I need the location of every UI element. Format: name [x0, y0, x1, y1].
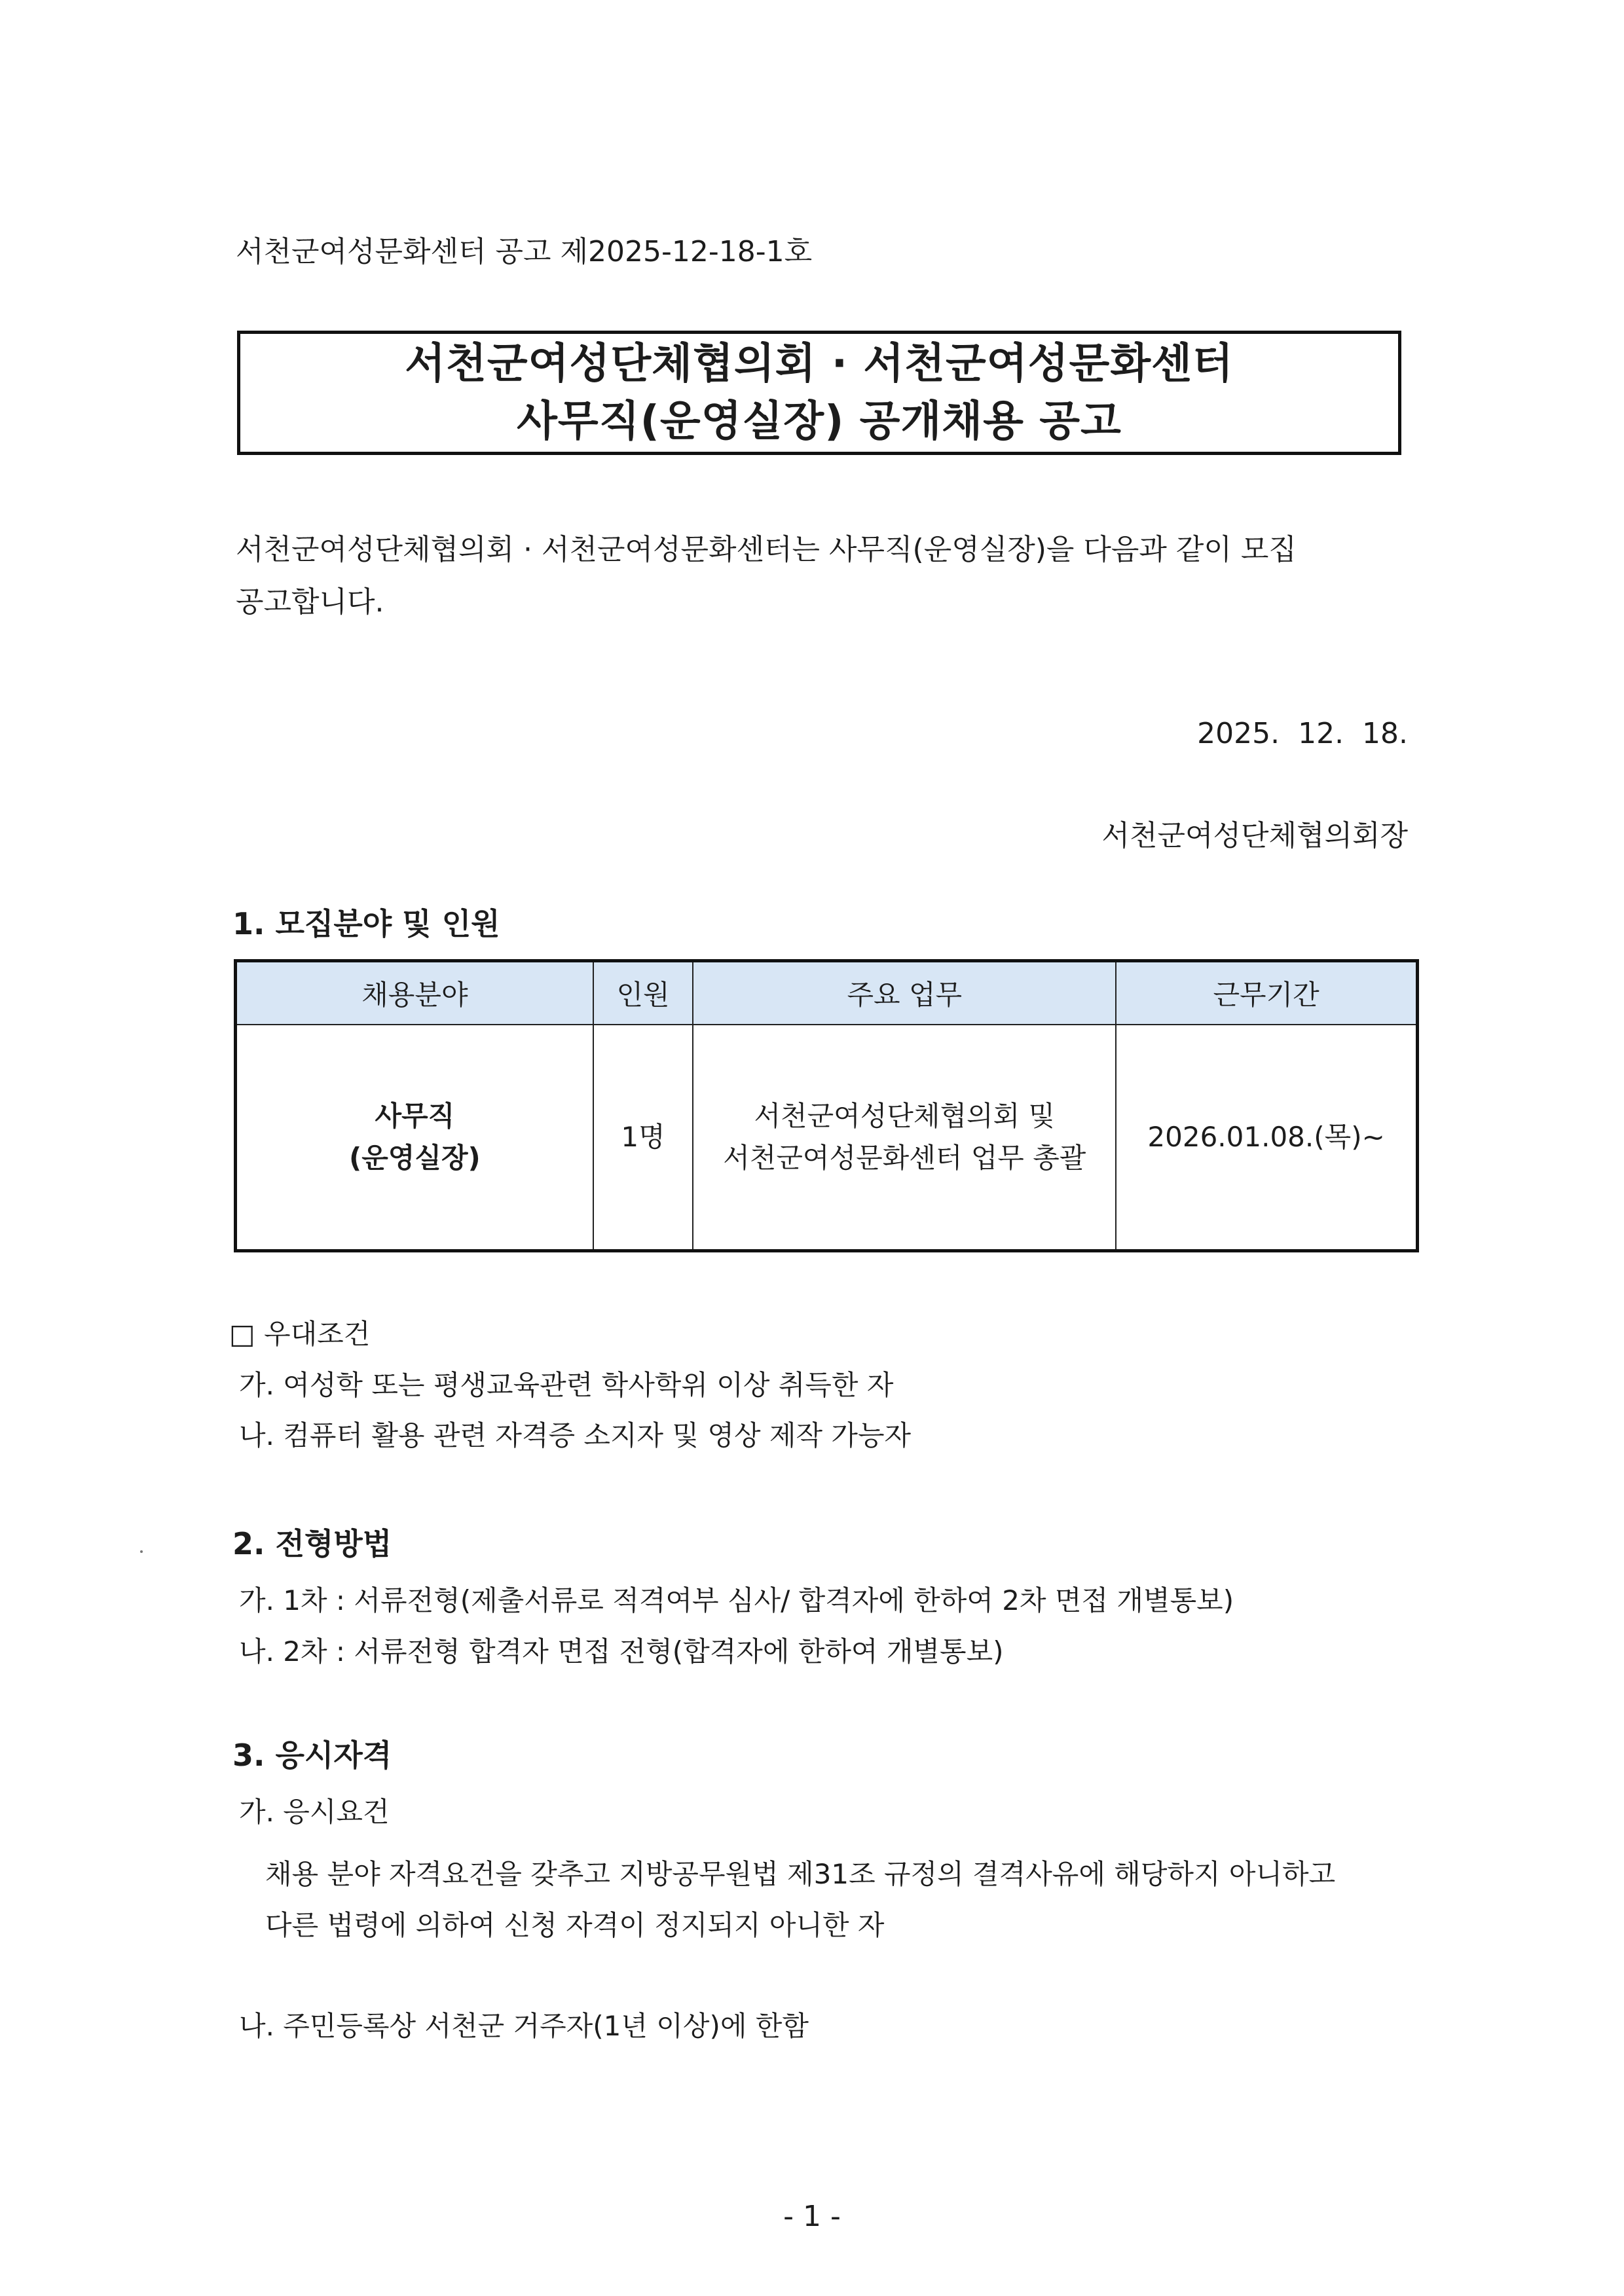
eligibility-sub-a-line-1: 채용 분야 자격요건을 갖추고 지방공무원법 제31조 규정의 결격사유에 해당하지 아니하고	[265, 1858, 1336, 1890]
cell-field	[236, 1025, 593, 1251]
preference-item-1: 가. 여성학 또는 평생교육관련 학사학위 이상 취득한 자	[239, 1369, 894, 1401]
duty-line-2: 서천군여성문화센터 업무 총괄	[723, 1142, 1086, 1174]
title-line-1: 서천군여성단체협의회 · 서천군여성문화센터	[405, 340, 1234, 388]
eligibility-sub-a-line-2: 다른 법령에 의하여 신청 자격이 정지되지 아니한 자	[265, 1909, 885, 1941]
table-header-row	[236, 961, 1418, 1025]
duty-line-1: 서천군여성단체협의회 및	[754, 1100, 1056, 1132]
section-2-title: 2. 전형방법	[232, 1526, 392, 1561]
header-headcount: 인원	[593, 961, 693, 1025]
section-1-title: 1. 모집분야 및 인원	[232, 906, 500, 941]
field-line-2: (운영실장)	[349, 1142, 481, 1174]
field-line-1: 사무직	[375, 1100, 455, 1132]
recruitment-table	[234, 959, 1419, 1252]
cell-period: 2026.01.08.(목)~	[1116, 1025, 1417, 1251]
cell-headcount: 1명	[593, 1025, 693, 1251]
notice-date: 2025. 12. 18.	[1197, 717, 1408, 750]
signer: 서천군여성단체협의회장	[1101, 819, 1408, 852]
intro-line-2: 공고합니다.	[236, 585, 384, 619]
eligibility-sub-b: 나. 주민등록상 서천군 거주자(1년 이상)에 한함	[239, 2010, 809, 2042]
intro-paragraph	[236, 524, 1297, 629]
scan-dot	[140, 1550, 143, 1553]
header-period: 근무기간	[1116, 961, 1417, 1025]
header-field: 채용분야	[236, 961, 593, 1025]
selection-item-1: 가. 1차 : 서류전형(제출서류로 적격여부 심사/ 합격자에 한하여 2차 면접 개별통보)	[239, 1584, 1234, 1616]
section-3-title: 3. 응시자격	[232, 1738, 392, 1773]
title-box	[237, 331, 1401, 455]
selection-item-2: 나. 2차 : 서류전형 합격자 면접 전형(합격자에 한하여 개별통보)	[239, 1635, 1004, 1667]
title-line-2: 사무직(운영실장) 공개채용 공고	[517, 397, 1122, 446]
preference-title: □ 우대조건	[229, 1318, 371, 1350]
eligibility-sub-a-title: 가. 응시요건	[239, 1796, 390, 1828]
cell-duty	[693, 1025, 1116, 1251]
notice-number: 서천군여성문화센터 공고 제2025-12-18-1호	[236, 235, 813, 268]
header-duty: 주요 업무	[693, 961, 1116, 1025]
preference-item-2: 나. 컴퓨터 활용 관련 자격증 소지자 및 영상 제작 가능자	[239, 1419, 912, 1451]
table-row	[236, 1025, 1418, 1251]
intro-line-1: 서천군여성단체협의회 · 서천군여성문화센터는 사무직(운영실장)을 다음과 같이 모집	[236, 533, 1297, 566]
page-number: - 1 -	[783, 2200, 841, 2233]
